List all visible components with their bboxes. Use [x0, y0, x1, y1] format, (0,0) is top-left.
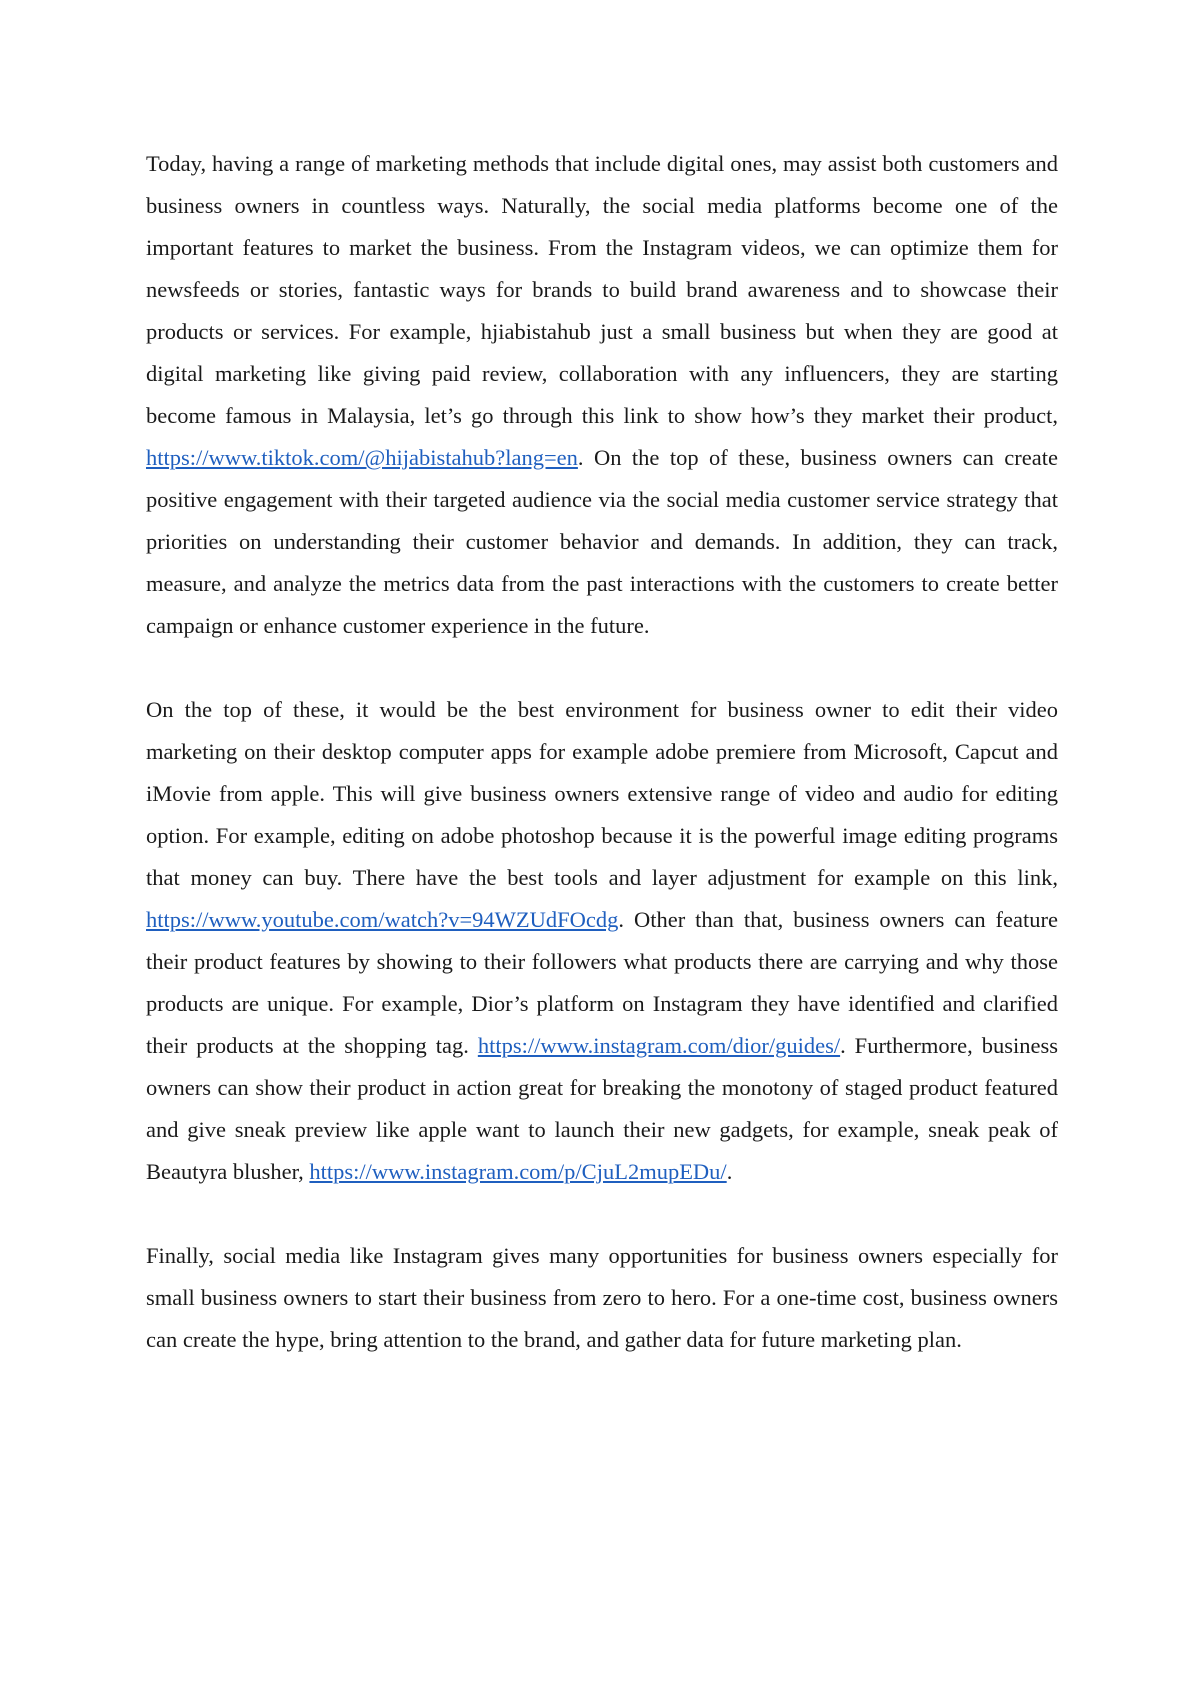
document-page — [146, 143, 1058, 1361]
paragraph-2-text-3: . Furthermore, business owners can show their product in action great for breaking the monotony of staged product featured and give sneak preview like apple want to launch their new gadgets, for example, sneak peak of Beautyra blusher, — [146, 1033, 1058, 1184]
paragraph-1-text-1: Today, having a range of marketing methods that include digital ones, may assist both customers and business owners in countless ways. Naturally, the social media platforms become one of the important features to market the business. From the Instagram videos, we can optimize them for newsfeeds or stories, fantastic ways for brands to build brand awareness and to showcase their products or services. For example, hjiabistahub just a small business but when they are good at digital marketing like giving paid review, collaboration with any influencers, they are starting become famous in Malaysia, let’s go through this link to show how’s they market their product, — [146, 151, 1058, 428]
paragraph-3 — [146, 1235, 1058, 1361]
paragraph-2 — [146, 689, 1058, 1193]
instagram-beautyra-post-link[interactable]: https://www.instagram.com/p/CjuL2mupEDu/ — [309, 1159, 727, 1184]
paragraph-2-text-1: On the top of these, it would be the best environment for business owner to edit their video marketing on their desktop computer apps for example adobe premiere from Microsoft, Capcut and iMovie from apple. This will give business owners extensive range of video and audio for editing option. For example, editing on adobe photoshop because it is the powerful image editing programs that money can buy. There have the best tools and layer adjustment for example on this link, — [146, 697, 1058, 890]
tiktok-link[interactable]: https://www.tiktok.com/@hijabistahub?lang=en — [146, 445, 578, 470]
paragraph-2-text-2: . Other than that, business owners can feature their product features by showing to their followers what products there are carrying and why those products are unique. For example, Dior’s platform on Instagram they have identified and clarified their products at the shopping tag. — [146, 907, 1058, 1058]
paragraph-1-text-2: . On the top of these, business owners can create positive engagement with their targeted audience via the social media customer service strategy that priorities on understanding their customer behavior and demands. In addition, they can track, measure, and analyze the metrics data from the past interactions with the customers to create better campaign or enhance customer experience in the future. — [146, 445, 1058, 638]
instagram-dior-guides-link[interactable]: https://www.instagram.com/dior/guides/ — [477, 1033, 841, 1058]
paragraph-1 — [146, 143, 1058, 647]
paragraph-2-text-4: . — [726, 1159, 733, 1184]
paragraph-3-text-1: Finally, social media like Instagram gives many opportunities for business owners especially for small business owners to start their business from zero to hero. For a one-time cost, business owners can create the hype, bring attention to the brand, and gather data for future marketing plan. — [146, 1243, 1058, 1352]
youtube-link[interactable]: https://www.youtube.com/watch?v=94WZUdFOcdg — [146, 907, 619, 932]
